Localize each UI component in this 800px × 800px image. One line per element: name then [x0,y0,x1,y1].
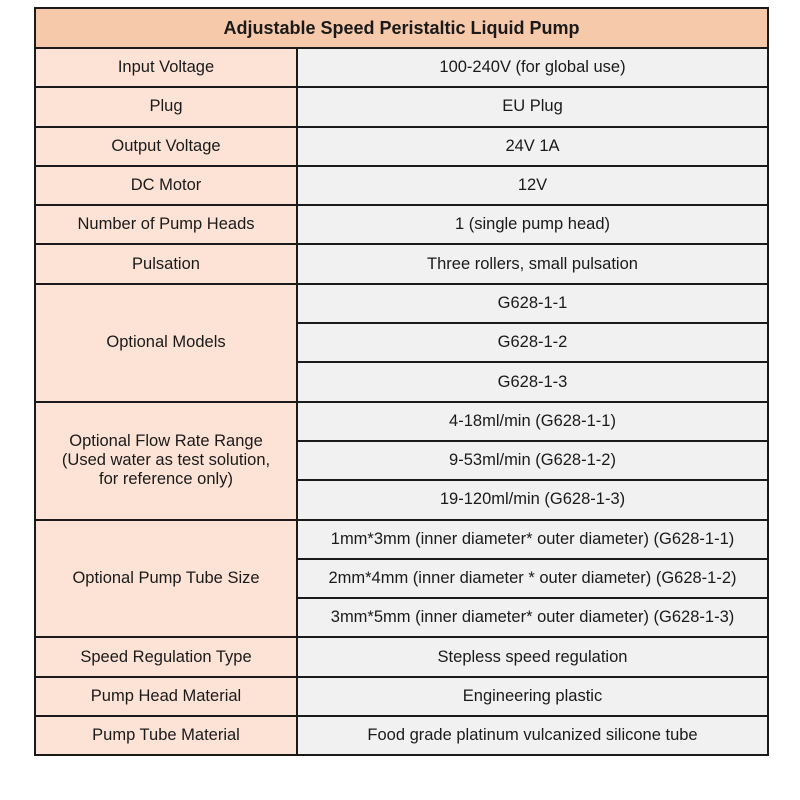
row-value: 100-240V (for global use) [297,48,768,87]
row-value: Three rollers, small pulsation [297,244,768,283]
table-row [35,127,768,166]
row-value: G628-1-1 [297,284,768,323]
row-value: G628-1-2 [297,323,768,362]
row-label-line: for reference only) [99,470,233,489]
table-row [35,520,768,559]
row-value: G628-1-3 [297,362,768,401]
row-value: Engineering plastic [297,677,768,716]
row-value: 9-53ml/min (G628-1-2) [297,441,768,480]
spec-table [34,7,769,756]
table-title: Adjustable Speed Peristaltic Liquid Pump [35,8,768,48]
row-label: Optional Models [35,284,297,402]
row-label [35,402,297,520]
table-row [35,637,768,676]
row-label: Pump Tube Material [35,716,297,755]
table-row [35,716,768,755]
table-header-row [35,8,768,48]
row-value: 2mm*4mm (inner diameter * outer diameter) (G628-1-2) [297,559,768,598]
table-row [35,166,768,205]
row-value: 1mm*3mm (inner diameter* outer diameter) (G628-1-1) [297,520,768,559]
row-value: 4-18ml/min (G628-1-1) [297,402,768,441]
row-value: Food grade platinum vulcanized silicone tube [297,716,768,755]
row-label: Input Voltage [35,48,297,87]
table-row [35,402,768,441]
table-row [35,87,768,126]
table-row [35,205,768,244]
row-label-line: Optional Flow Rate Range [69,432,263,451]
row-label: Pump Head Material [35,677,297,716]
row-value: EU Plug [297,87,768,126]
table-row [35,244,768,283]
row-label-line: (Used water as test solution, [61,451,271,470]
row-value: Stepless speed regulation [297,637,768,676]
table-row [35,677,768,716]
table-row [35,284,768,323]
row-label: Output Voltage [35,127,297,166]
row-value: 12V [297,166,768,205]
row-value: 1 (single pump head) [297,205,768,244]
row-label: Number of Pump Heads [35,205,297,244]
row-value: 24V 1A [297,127,768,166]
table-row [35,48,768,87]
row-label: Speed Regulation Type [35,637,297,676]
row-value: 3mm*5mm (inner diameter* outer diameter) (G628-1-3) [297,598,768,637]
row-value: 19-120ml/min (G628-1-3) [297,480,768,519]
row-label: Optional Pump Tube Size [35,520,297,638]
row-label: Pulsation [35,244,297,283]
row-label: DC Motor [35,166,297,205]
row-label: Plug [35,87,297,126]
